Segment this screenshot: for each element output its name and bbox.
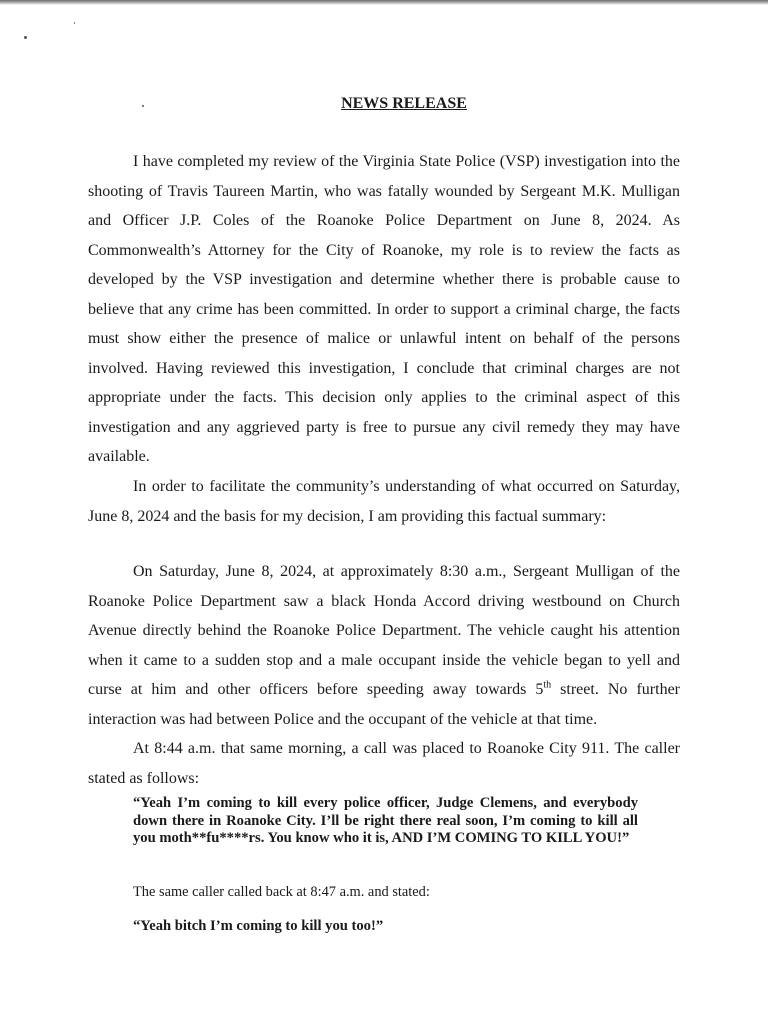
- incident-text-part1: On Saturday, June 8, 2024, at approximately 8:30 a.m., Sergeant Mulligan of the Roanoke Police Department saw a black Honda Accord driving westbound on Church Avenue directly behind the Roanoke Police Department. The vehicle caught his attention when it came to a sudden stop and a male occupant inside the vehicle began to yell and curse at him and other officers before speeding away towards 5: [88, 563, 680, 698]
- scan-speck: [24, 36, 27, 39]
- intro-paragraph: I have completed my review of the Virginia State Police (VSP) investigation into the shooting of Travis Taureen Martin, who was fatally wounded by Sergeant M.K. Mulligan and Officer J.P. Coles of the Roanoke Police Department on June 8, 2024. As Commonwealth’s Attorney for the City of Roanoke, my role is to review the facts as developed by the VSP investigation and determine whether there is probable cause to believe that any crime has been committed. In order to support a criminal charge, the facts must show either the presence of malice or unlawful intent on behalf of the persons involved. Having reviewed this investigation, I conclude that criminal charges are not appropriate under the facts. This decision only applies to the criminal aspect of this investigation and any aggrieved party is free to pursue any civil remedy they may have available.: [88, 153, 680, 465]
- document-title: NEWS RELEASE: [341, 95, 467, 112]
- scan-edge: [0, 0, 768, 5]
- call-paragraph: At 8:44 a.m. that same morning, a call was placed to Roanoke City 911. The caller stated as follows:: [88, 740, 680, 787]
- incident-text-part2: street. No further interaction was had between Police and the occupant of the vehicle at that time.: [88, 681, 681, 728]
- caller-quote-2: “Yeah bitch I’m coming to kill you too!”: [133, 918, 384, 934]
- scan-speck: [74, 22, 75, 24]
- caller-quote-1: “Yeah I’m coming to kill every police officer, Judge Clemens, and everybody down there in Roanoke City. I’ll be right there real soon, I’m coming to kill all you moth**fu****rs. You know who it is, AND I’M COMING TO KILL YOU!”: [133, 795, 638, 847]
- incident-paragraph: [88, 557, 680, 734]
- summary-intro-paragraph: In order to facilitate the community’s understanding of what occurred on Saturday, June 8, 2024 and the basis for my decision, I am providing this factual summary:: [88, 478, 680, 525]
- ordinal-suffix: th: [543, 679, 552, 691]
- callback-statement: The same caller called back at 8:47 a.m. and stated:: [133, 884, 430, 900]
